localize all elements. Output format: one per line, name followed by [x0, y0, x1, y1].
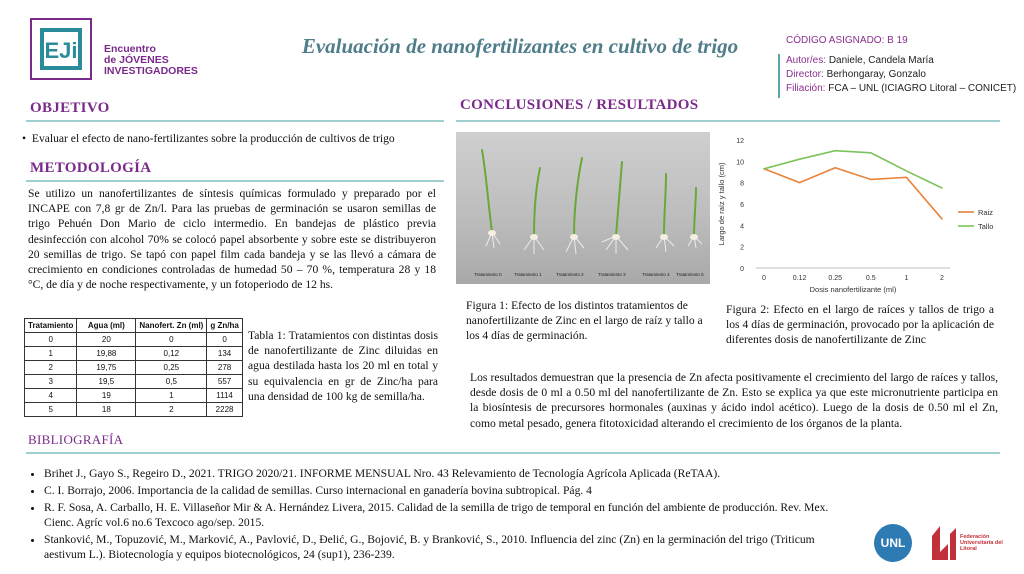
bibliography-item: • C. I. Borrajo, 2006. Importancia de la calidad de semillas. Curso internacional en ganadería bovina subtropical. Pág. 4: [44, 483, 848, 498]
conclusiones-rule: [456, 120, 1000, 122]
x-tick-label: 0: [762, 275, 766, 282]
treatments-table: [24, 318, 243, 417]
svg-text:EJi: EJi: [44, 38, 78, 63]
data-point-tallo: [763, 168, 765, 170]
table-row: 2 19,75 0,25 278: [25, 361, 243, 375]
y-tick-label: 0: [740, 266, 744, 273]
y-tick-label: 10: [736, 159, 744, 167]
objetivo-item: • Evaluar el efecto de nano-fertilizantes sobre la producción de cultivos de trigo: [22, 132, 395, 145]
metodologia-rule: [26, 180, 444, 182]
data-point-raiz: [906, 177, 908, 179]
data-point-tallo: [941, 187, 943, 189]
data-point-tallo: [906, 170, 908, 172]
meta-divider: [778, 54, 780, 98]
page-title: Evaluación de nanofertilizantes en cultivo de trigo: [301, 34, 739, 58]
photo-label: Tratamiento 5: [676, 272, 704, 277]
x-tick-label: 0.12: [792, 275, 807, 282]
data-point-raiz: [941, 218, 943, 220]
ful-text: Federación Universitaria del Litoral: [960, 534, 1003, 552]
bibliografia-heading: BIBLIOGRAFÍA: [28, 432, 124, 447]
photo-label: Tratamiento 0: [474, 272, 502, 277]
x-tick-label: 1: [904, 275, 909, 282]
series-line-tallo: [764, 151, 942, 188]
x-tick-label: 2: [940, 275, 944, 282]
seedlings-photo: [456, 132, 710, 284]
treatments-table-wrap: [24, 318, 243, 417]
table-caption: Tabla 1: Tratamientos con distintas dosis de nanofertilizante de Zinc diluidas en agua destilada hasta los 20 ml en total y su equivalencia en gr de Zinc/ha para una densidad de 100 kg de semilla/ha.: [248, 329, 438, 403]
bibliography-item: • R. F. Sosa, A. Carballo, H. E. Villaseñor Mir & A. Hernández Livera, 2015. Calidad de la semilla de trigo de temporal en función del ambiente de producción. Rev. Mex. Cienc. Agríc vol.6 no.6 Texcoco ago/sep. 2015.: [44, 500, 848, 530]
objetivo-rule: [26, 120, 444, 122]
results-text: Los resultados demuestran que la presencia de Zn afecta positivamente el crecimiento del largo de raíces y tallos, desde dosis de 0 ml a 0.50 ml del nanofertilizante de Zn. Esto se explica ya que este micronutriente participa en la biosíntesis de precursores hormonales (auxinas y ácido indol acético). Luego de la dosis de 0.50 ml el Zn, como metal pesado, genera fitotoxicidad alterando el crecimiento de los órganos de la planta.: [470, 371, 998, 430]
table-row: 1 19,88 0,12 134: [25, 347, 243, 361]
table-header: Tratamiento: [25, 319, 77, 333]
data-point-raiz: [834, 167, 836, 169]
y-tick-label: 8: [740, 180, 744, 188]
ful-logo-icon: [928, 522, 958, 562]
y-tick-label: 6: [740, 202, 744, 209]
data-point-tallo: [799, 158, 801, 160]
assigned-code: CÓDIGO ASIGNADO: B 19: [786, 35, 908, 46]
data-point-raiz: [870, 179, 872, 181]
bibliography-item: • Stanković, M., Topuzović, M., Marković, A., Pavlović, D., Đelić, G., Bojović, B. y Branković, S., 2010. Influencia del zinc (Zn) en la germinación del trigo (Triticum aestivum L.). Biotecnología y equipos biotecnológicos, 24 (sup1), 236-239.: [44, 532, 848, 562]
bibliography-item: • Brihet J., Gayo S., Regeiro D., 2021. TRIGO 2020/21. INFORME MENSUAL Nro. 43 Relevamiento de Tecnología Agrícola Aplicada (ReTAA).: [44, 466, 848, 481]
table-header: Nanofert. Zn (ml): [136, 319, 207, 333]
fig2-caption: Figura 2: Efecto en el largo de raíces y tallos de trigo a los 4 días de germinación, provocado por la aplicación de diferentes dosis de nanofertilizante de Zinc: [726, 303, 994, 346]
affiliation-line: Filiación: FCA – UNL (ICIAGRO Litoral – CONICET): [786, 83, 1017, 94]
line-chart: [712, 128, 1012, 300]
x-tick-label: 0.5: [865, 275, 876, 282]
x-tick-label: 0.25: [828, 275, 843, 282]
data-point-tallo: [870, 152, 872, 154]
photo-label: Tratamiento 2: [556, 272, 584, 277]
photo-label: Tratamiento 4: [642, 272, 670, 277]
table-row: 3 19,5 0,5 557: [25, 375, 243, 389]
conclusiones-heading: CONCLUSIONES / RESULTADOS: [460, 97, 699, 113]
x-axis-label: Dosis nanofertilizante (ml): [809, 285, 897, 294]
objetivo-heading: OBJETIVO: [30, 100, 110, 116]
eji-logo: [30, 18, 92, 80]
ful-logo: [928, 522, 958, 562]
author-line: Autor/es: Daniele, Candela María: [786, 55, 934, 66]
table-row: 5 18 2 2228: [25, 403, 243, 417]
logo-text: Encuentro de JÓVENES INVESTIGADORES: [104, 43, 198, 77]
table-header-row: [25, 319, 243, 333]
y-tick-label: 2: [740, 244, 744, 252]
data-point-raiz: [799, 182, 801, 184]
legend-label-raiz: Raiz: [978, 208, 994, 217]
photo-label: Tratamiento 3: [598, 272, 626, 277]
y-tick-label: 4: [740, 223, 744, 231]
legend-label-tallo: Tallo: [978, 222, 994, 231]
chart-container: [712, 128, 1012, 300]
eji-logo-icon: [30, 18, 92, 80]
fig1-caption: Figura 1: Efecto de los distintos tratamientos de nanofertilizante de Zinc en el largo de raíz y tallo a los 4 días de germinación.: [466, 299, 703, 342]
table-row: 4 19 1 1114: [25, 389, 243, 403]
bibliography-list: [28, 466, 848, 564]
y-tick-label: 12: [736, 138, 744, 145]
table-row: 0 20 0 0: [25, 333, 243, 347]
meta-block: [786, 34, 1016, 96]
table-header: g Zn/ha: [207, 319, 242, 333]
bibliografia-rule: [26, 452, 1000, 454]
photo-label: Tratamiento 1: [514, 272, 542, 277]
seedlings-illustration: [456, 132, 710, 284]
data-point-tallo: [834, 150, 836, 152]
table-header: Agua (ml): [77, 319, 136, 333]
metodologia-text: Se utilizo un nanofertilizantes de síntesis químicas formulado y preparado por el INCAPE con 7,8 gr de Zn/l. Para las pruebas de germinación se usaron semillas de trigo Pehuén Don Mario de ciclo intermedio. En bandejas de plástico previa desinfección con alcohol 70% se colocó papel absorbente y sobre este se distribuyeron 20 semillas de trigo. Se tapó con papel film cada bandeja y se las llevó a cámara de crecimiento en condiciones controladas de humedad 50 – 70 %, temperatura 28 y 18 °C, de día y de noche respectivamente, y un fotoperiodo de 12 hs.: [28, 187, 436, 292]
unl-logo: UNL: [874, 524, 912, 562]
director-line: Director: Berhongaray, Gonzalo: [786, 69, 926, 80]
y-axis-label: Largo de raíz y tallo (cm): [717, 162, 726, 246]
metodologia-heading: METODOLOGÍA: [30, 160, 152, 176]
